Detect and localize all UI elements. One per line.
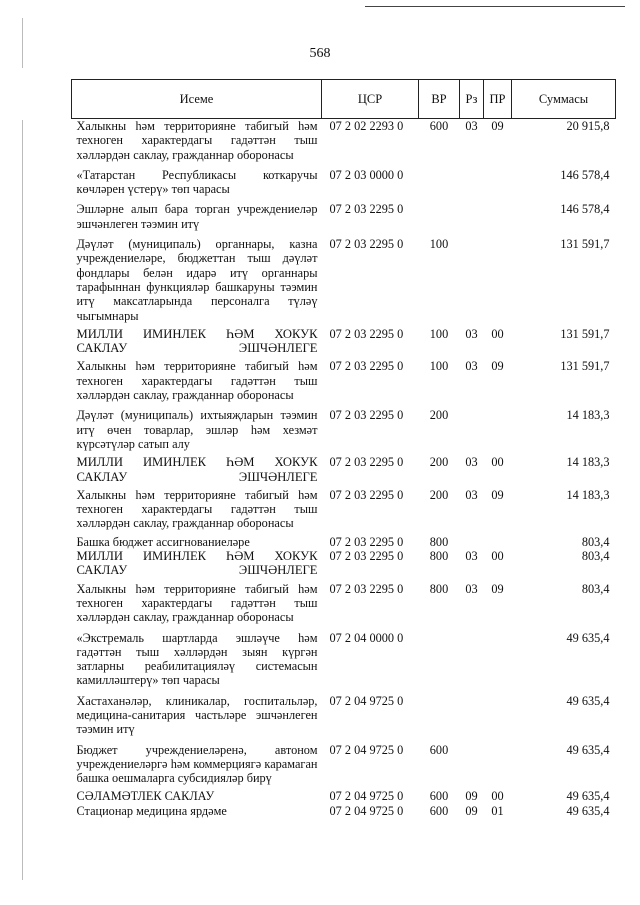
cell-rz: 03 [465,119,478,133]
cell-name: МИЛЛИ ИМИНЛЕК ҺӘМ ХОКУК САКЛАУ ЭШЧӘНЛЕГЕ [76,326,318,356]
cell-pr: 00 [491,549,504,564]
cell-name: Халыкны һәм территорияне табигый һәм техноген характердагы гадәттән тыш хәлләрдән саклау, гражданнар оборонасы [76,487,318,531]
cell-csr: 07 2 03 2295 0 [329,326,404,341]
cell-pr [484,625,512,688]
header-vr: ВР [419,80,460,119]
table-row [72,162,616,197]
cell-sum: 146 578,4 [560,167,610,182]
cell-sum: 131 591,7 [560,359,610,374]
table-row [72,737,616,786]
cell-vr: 800 [429,534,449,549]
table-row [72,688,616,737]
cell-sum: 131 591,7 [560,237,610,252]
cell-sum: 131 591,7 [560,326,610,341]
table-row [72,119,616,162]
cell-csr: 07 2 04 9725 0 [329,803,404,818]
cell-sum: 14 183,3 [566,408,610,423]
cell-csr: 07 2 03 0000 0 [329,167,404,182]
scan-edge-mark [22,120,23,880]
table-row [72,451,616,484]
cell-rz [460,231,484,323]
cell-name: СӘЛАМӘТЛЕК САКЛАУ [76,789,215,804]
cell-pr [484,196,512,231]
cell-rz: 03 [465,359,478,374]
header-name: Исеме [72,80,322,119]
cell-rz: 09 [465,789,478,804]
cell-name: МИЛЛИ ИМИНЛЕК ҺӘМ ХОКУК САКЛАУ ЭШЧӘНЛЕГЕ [76,549,318,578]
table-row [72,578,616,625]
cell-name: Дәүләт (муниципаль) органнары, казна учреждениеләре, бюджеттан тыш дәүләт фондлары белән идарә итү органнары тарафыннан функцияләр башкаруны тәэмин итү максатларында персоналга түләү чыгымнары [76,237,318,323]
cell-csr: 07 2 03 2295 0 [329,487,404,502]
cell-name: МИЛЛИ ИМИНЛЕК ҺӘМ ХОКУК САКЛАУ ЭШЧӘНЛЕГЕ [76,455,318,484]
cell-csr: 07 2 04 9725 0 [329,693,404,708]
cell-pr: 09 [491,119,504,133]
cell-pr: 09 [491,359,504,374]
cell-name: «Экстремаль шартларда эшләүче һәм гадәттән тыш хәлләрдән зыян күргән затларны реабилитацияләү системасын камилләштерү» төп чарасы [76,630,318,688]
cell-pr [484,231,512,323]
cell-sum: 803,4 [581,534,610,549]
table-row [72,625,616,688]
cell-pr: 00 [491,326,504,341]
cell-name: Эшләрне алып бара торган учреждениеләр эшчәнлеген тәэмин итү [76,202,318,231]
budget-table [71,79,616,818]
cell-rz: 03 [465,581,478,596]
table-row [72,402,616,451]
header-sum: Суммасы [512,80,616,119]
cell-name: Халыкны һәм территорияне табигый һәм техноген характердагы гадәттән тыш хәлләрдән саклау, гражданнар оборонасы [76,359,318,403]
cell-pr [484,402,512,451]
cell-name: Бюджет учреждениеләренә, автоном учреждениеләргә һәм коммерциягә карамаган башка оешмаларга субсидияләр бирү [76,742,318,786]
cell-pr: 00 [491,455,504,470]
cell-vr [419,625,460,688]
header-csr: ЦСР [322,80,419,119]
cell-vr: 600 [429,119,449,133]
cell-pr [484,737,512,786]
table-row [72,785,616,803]
cell-vr: 600 [429,742,449,757]
cell-sum: 14 183,3 [566,455,610,470]
header-pr: ПР [484,80,512,119]
table-row [72,484,616,531]
cell-pr [484,162,512,197]
cell-pr [484,531,512,549]
cell-vr: 200 [429,487,449,502]
cell-rz [460,162,484,197]
cell-sum: 14 183,3 [566,487,610,502]
cell-csr: 07 2 03 2295 0 [329,581,404,596]
cell-name: Дәүләт (муниципаль) ихтыяҗларын тәэмин итү өчен товарлар, эшләр һәм хезмәт күрсәтүләр сатып алу [76,408,318,451]
cell-sum: 803,4 [581,581,610,596]
top-rule [365,6,625,7]
cell-rz: 09 [465,803,478,818]
table-row [72,549,616,578]
cell-csr: 07 2 03 2295 0 [329,534,404,549]
cell-vr: 200 [429,408,449,423]
cell-vr: 100 [429,326,449,341]
table-row [72,231,616,323]
cell-vr: 600 [429,789,449,804]
cell-sum: 49 635,4 [566,742,610,757]
cell-csr: 07 2 04 9725 0 [329,789,404,804]
cell-name: Халыкны һәм территорияне табигый һәм техноген характердагы гадәттән тыш хәлләрдән саклау, гражданнар оборонасы [76,119,318,162]
cell-vr [419,162,460,197]
cell-pr: 00 [491,789,504,804]
cell-name: Стационар медицина ярдәме [76,803,227,818]
cell-vr [419,688,460,737]
cell-rz: 03 [465,549,478,564]
cell-name: Хастаханәләр, клиникалар, госпитальләр, медицина-санитария частьләре эшчәнлеген тәэмин итү [76,693,318,737]
cell-csr: 07 2 03 2295 0 [329,237,404,252]
cell-vr: 100 [429,237,449,252]
cell-rz [460,196,484,231]
table-header-row [72,80,616,119]
page-number: 568 [309,46,331,61]
cell-pr: 09 [491,581,504,596]
cell-rz: 03 [465,326,478,341]
cell-sum: 49 635,4 [566,803,610,818]
cell-name: Башка бюджет ассигнованиеләре [76,534,250,549]
table-body [72,119,616,819]
cell-pr [484,688,512,737]
cell-vr: 600 [429,803,449,818]
table-row [72,355,616,402]
cell-vr: 100 [429,359,449,374]
cell-csr: 07 2 03 2295 0 [329,549,404,564]
cell-csr: 07 2 04 9725 0 [329,742,404,757]
table-row [72,323,616,356]
cell-rz: 03 [465,455,478,470]
table-row [72,804,616,818]
cell-vr: 800 [429,549,449,564]
cell-rz [460,402,484,451]
cell-vr: 200 [429,455,449,470]
cell-rz: 03 [465,487,478,502]
cell-rz [460,625,484,688]
header-rz: Рз [460,80,484,119]
cell-name: «Татарстан Республикасы коткаручы көчләрен үстерү» төп чарасы [76,167,318,197]
cell-pr: 09 [491,487,504,502]
cell-csr: 07 2 03 2295 0 [329,455,404,470]
table-row [72,196,616,231]
cell-rz [460,688,484,737]
cell-sum: 49 635,4 [566,789,610,804]
cell-sum: 49 635,4 [566,630,610,645]
cell-pr: 01 [491,803,504,818]
cell-sum: 146 578,4 [560,202,610,217]
table-row [72,531,616,549]
cell-vr: 800 [429,581,449,596]
cell-csr: 07 2 04 0000 0 [329,630,404,645]
cell-rz [460,737,484,786]
cell-rz [460,531,484,549]
cell-csr: 07 2 03 2295 0 [329,359,404,374]
cell-csr: 07 2 02 2293 0 [329,119,404,133]
cell-csr: 07 2 03 2295 0 [329,202,404,217]
cell-sum: 803,4 [581,549,610,564]
cell-sum: 20 915,8 [566,119,610,133]
cell-sum: 49 635,4 [566,693,610,708]
cell-name: Халыкны һәм территорияне табигый һәм техноген характердагы гадәттән тыш хәлләрдән саклау, гражданнар оборонасы [76,581,318,625]
cell-csr: 07 2 03 2295 0 [329,408,404,423]
cell-vr [419,196,460,231]
